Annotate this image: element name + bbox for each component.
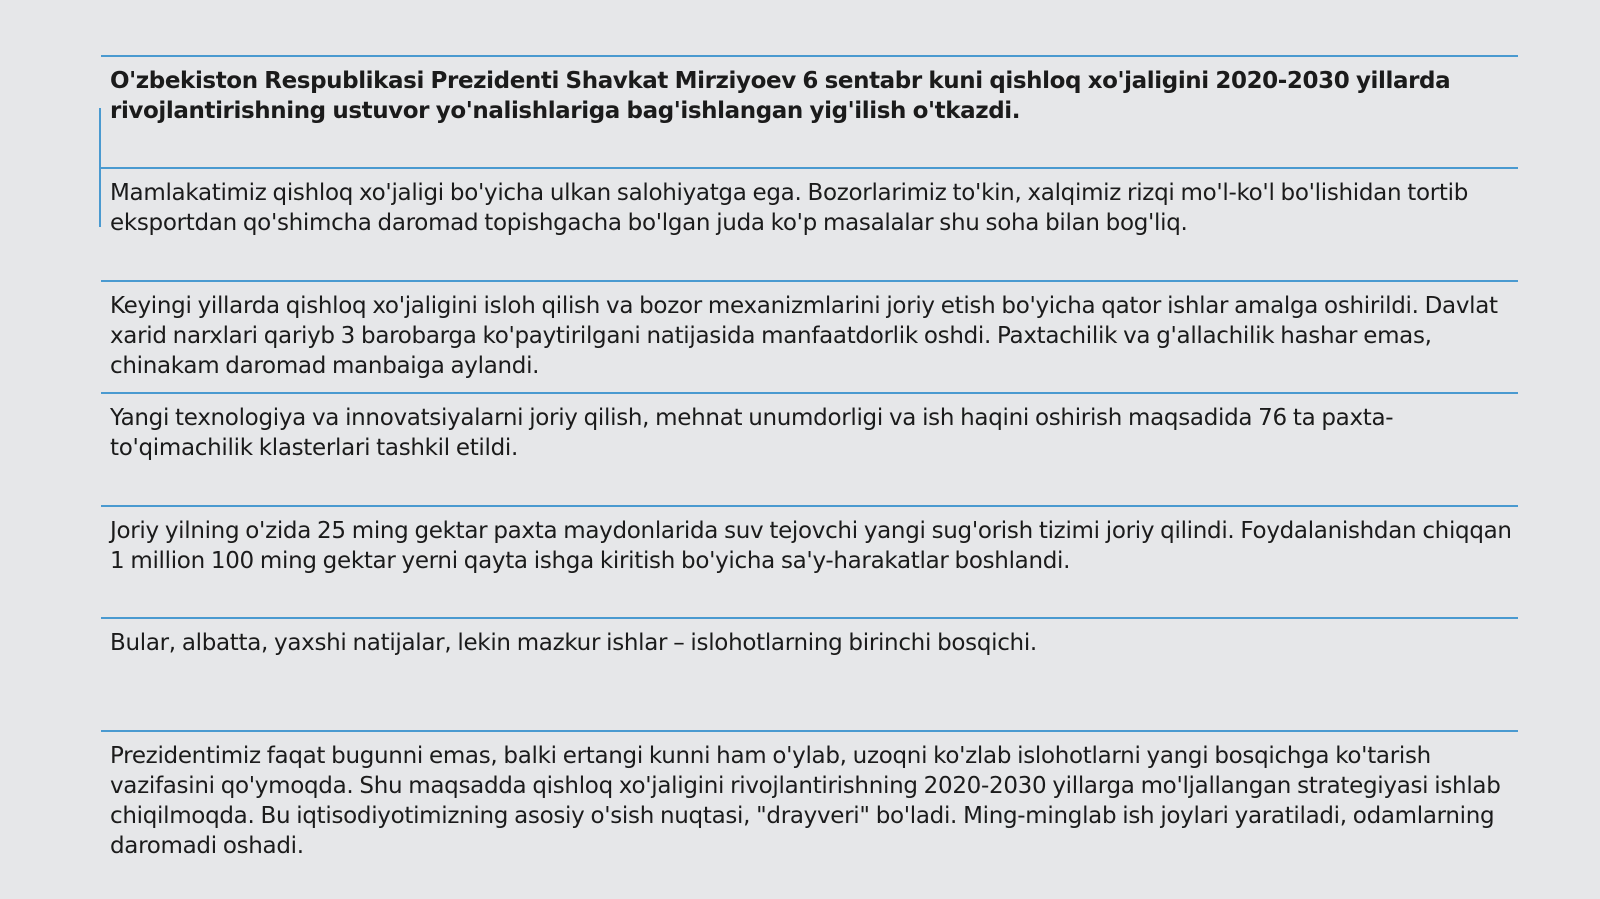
body-paragraph: Yangi texnologiya va innovatsiyalarni joriy qilish, mehnat unumdorligi va ish haqini oshirish maqsadida 76 ta paxta-to'qimachilik klasterlari tashkil etildi. — [110, 405, 1394, 461]
body-paragraph: Keyingi yillarda qishloq xo'jaligini isloh qilish va bozor mexanizmlarini joriy etish bo'yicha qator ishlar amalga oshirildi. Davlat xarid narxlari qariyb 3 barobarga ko'paytirilgani natijasida manfaatdorlik oshdi. Paxtachilik va g'allachilik hashar emas, chinakam daromad manbaiga aylandi. — [110, 293, 1498, 379]
paragraph-row — [101, 167, 1518, 280]
body-paragraph: Mamlakatimiz qishloq xo'jaligi bo'yicha ulkan salohiyatga ega. Bozorlarimiz to'kin, xalqimiz rizqi mo'l-ko'l bo'lishidan tortib eksportdan qo'shimcha daromad topishgacha bo'lgan juda ko'p masalalar shu soha bilan bog'liq. — [110, 180, 1469, 236]
body-paragraph: Bular, albatta, yaxshi natijalar, lekin mazkur ishlar – islohotlarning birinchi bosqichi. — [110, 630, 1037, 656]
headline-paragraph: O'zbekiston Respublikasi Prezidenti Shavkat Mirziyoev 6 sentabr kuni qishloq xo'jaligini 2020-2030 yillarda rivojlantirishning ustuvor yo'nalishlariga bag'ishlangan yig'ilish o'tkazdi. — [110, 68, 1451, 124]
paragraph-row — [101, 617, 1518, 730]
paragraph-row — [101, 505, 1518, 617]
paragraph-row — [101, 280, 1518, 392]
paragraph-row — [101, 392, 1518, 505]
body-paragraph: Prezidentimiz faqat bugunni emas, balki ertangi kunni ham o'ylab, uzoqni ko'zlab islohotlarni yangi bosqichga ko'tarish vazifasini qo'ymoqda. Shu maqsadda qishloq xo'jaligini rivojlantirishning 2020-2030 yillarga mo'ljallangan strategiyasi ishlab chiqilmoqda. Bu iqtisodiyotimizning asosiy o'sish nuqtasi, "drayveri" bo'ladi. Ming-minglab ish joylari yaratiladi, odamlarning daromadi oshadi. — [110, 743, 1501, 859]
paragraph-row — [101, 730, 1518, 880]
paragraph-row-title — [101, 55, 1518, 167]
body-paragraph: Joriy yilning o'zida 25 ming gektar paxta maydonlarida suv tejovchi yangi sug'orish tizimi joriy qilindi. Foydalanishdan chiqqan 1 million 100 ming gektar yerni qayta ishga kiritish bo'yicha sa'y-harakatlar boshlandi. — [110, 518, 1512, 574]
